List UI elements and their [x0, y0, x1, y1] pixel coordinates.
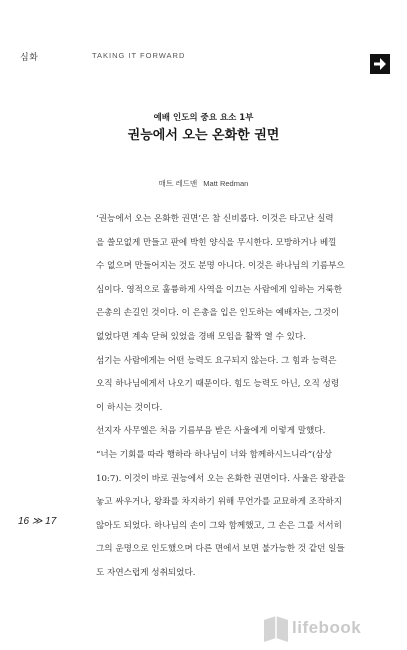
- arrow-right-icon: [370, 54, 390, 74]
- body-line: 도 자연스럽게 성취되었다.: [96, 567, 196, 578]
- watermark-text: lifebook: [292, 618, 362, 637]
- body-line: 선지자 사무엘은 처음 기름부음 받은 사울에게 이렇게 말했다.: [96, 426, 326, 437]
- watermark: [240, 608, 400, 648]
- section-label: 심화: [20, 53, 39, 63]
- article-body: [96, 208, 396, 586]
- author-name-korean: 매트 레드맨: [158, 179, 198, 188]
- book-icon: [260, 608, 292, 648]
- body-line: 이 하시는 것이다.: [96, 402, 163, 413]
- page-numbers: 16 ≫ 17: [18, 516, 57, 527]
- article-title: 권능에서 오는 온화한 권면: [127, 128, 280, 143]
- body-line: 놓고 싸우거나, 왕좌를 차지하기 위해 무언가를 교묘하게 조작하지: [96, 497, 342, 508]
- body-line: 10:7). 이것이 바로 권능에서 오는 온화한 권면이다. 사울은 왕관을: [96, 473, 346, 484]
- body-line: 없었다면 계속 닫혀 있었을 경배 모임을 활짝 열 수 있다.: [96, 331, 306, 342]
- article-subtitle: 예배 인도의 중요 요소 1부: [153, 113, 254, 123]
- body-line: “너는 기회를 따라 행하라 하나님이 너와 함께하시느니라”(삼상: [96, 449, 333, 460]
- next-page-button[interactable]: [370, 54, 390, 74]
- article-author: [0, 178, 407, 189]
- body-line: 그의 운명으로 인도했으며 다른 면에서 보면 불가능한 것 같던 일들: [96, 544, 345, 555]
- body-line: 섬기는 사람에게는 어떤 능력도 요구되지 않는다. 그 힘과 능력은: [96, 355, 337, 366]
- body-line: 수 없으며 만들어지는 것도 분명 아니다. 이것은 하나님의 기름부으: [96, 261, 345, 272]
- body-line: 오직 하나님에게서 나오기 때문이다. 힘도 능력도 아닌, 오직 성령: [96, 379, 340, 390]
- body-line: 은총의 손길인 것이다. 이 은총을 입은 인도하는 예배자는, 그것이: [96, 308, 340, 319]
- body-line: 심이다. 영적으로 훌륭하게 사역을 이끄는 사람에게 임하는 거룩한: [96, 284, 342, 295]
- body-line: ‘권능에서 오는 온화한 권면’은 참 신비롭다. 이것은 타고난 실력: [96, 214, 334, 224]
- running-title: TAKING IT FORWARD: [92, 51, 186, 60]
- author-name-english: Matt Redman: [203, 179, 249, 188]
- body-line: 을 쓸모없게 만들고 판에 박힌 양식을 무시한다. 모방하거나 베낄: [96, 237, 337, 248]
- body-line: 않아도 되었다. 하나님의 손이 그와 함께했고, 그 손은 그를 서서히: [96, 520, 342, 531]
